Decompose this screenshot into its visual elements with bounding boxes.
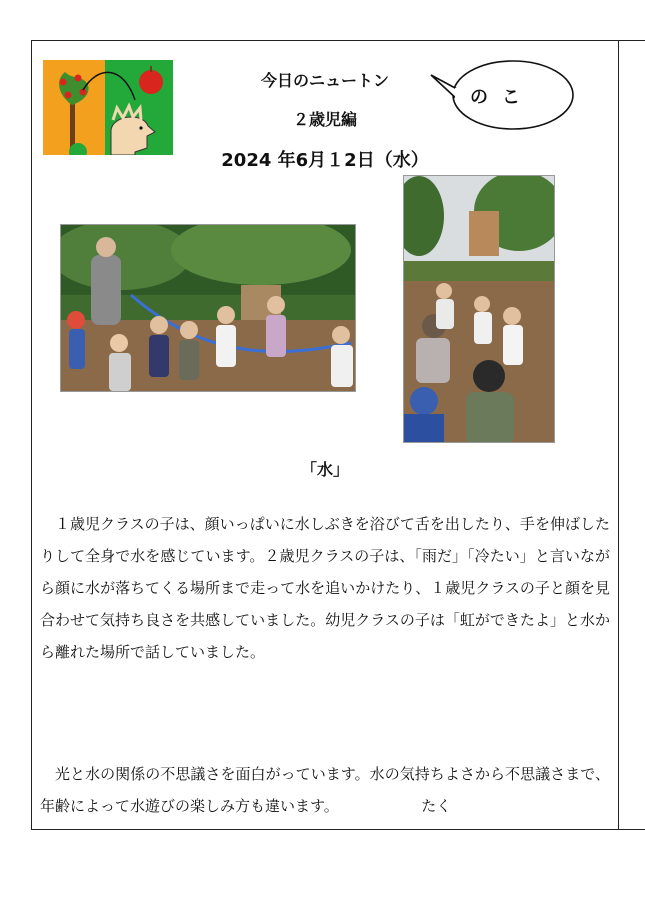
photo-water-play-wide <box>60 224 356 392</box>
class-label: ２歳児編 <box>292 110 357 129</box>
issue-date: 2024 年6月１2日（水） <box>221 150 429 171</box>
article-caption: 「水」 <box>300 460 349 479</box>
newsletter-title: 今日のニュートン <box>260 71 389 90</box>
page-frame-margin <box>618 40 645 830</box>
article-paragraph-2: 光と水の関係の不思議さを面白がっています。水の気持ちよさから不思議さまで、年齢によって水遊びの楽しみ方も違います。 たく <box>40 765 610 815</box>
photo-water-play-tall <box>403 175 555 443</box>
newton-logo <box>43 60 173 155</box>
speech-bubble-text: のこ <box>470 87 534 108</box>
article-paragraph-1: １歳児クラスの子は、顔いっぱいに水しぶきを浴びて舌を出したり、手を伸ばしたりして全身で水を感じています。２歳児クラスの子は、「雨だ」「冷たい」と言いながら顔に水が落ちてくる場所まで走って水を追いかけたり、１歳児クラスの子と顔を見合わせて気持ち良さを共感していました。幼児クラスの子は「虹ができたよ」と水から離れた場所で話していました。 <box>40 515 610 661</box>
